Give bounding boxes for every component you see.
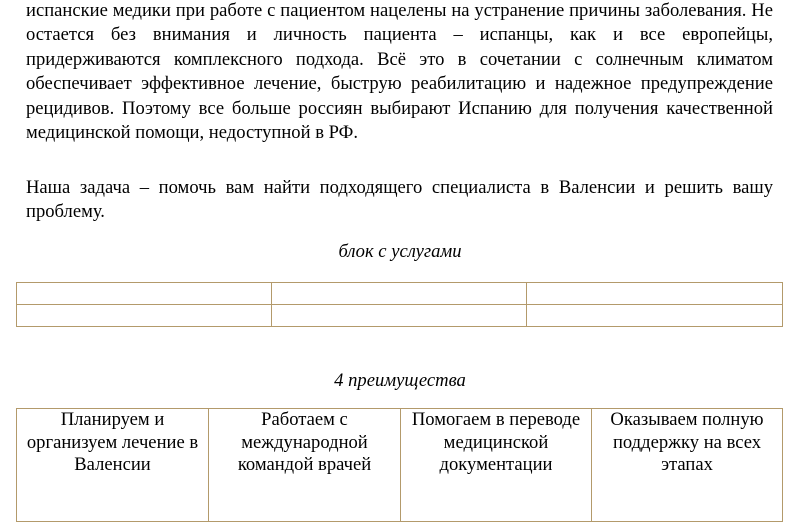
services-table-cell — [17, 283, 272, 305]
body-paragraph-2: Наша задача – помочь вам найти подходящего специалиста в Валенсии и решить вашу проблему. — [26, 177, 773, 223]
advantages-table — [16, 408, 783, 522]
advantage-cell-planning: Планируем и организуем лечение в Валенсии — [17, 409, 209, 522]
services-table-row-1 — [17, 283, 783, 305]
services-table-cell — [17, 305, 272, 327]
services-table-cell — [272, 283, 527, 305]
advantage-cell-translation: Помогаем в переводе медицинской документации — [401, 409, 592, 522]
advantages-table-row — [17, 409, 783, 522]
services-table-row-2 — [17, 305, 783, 327]
services-table-cell — [527, 305, 783, 327]
advantage-cell-doctors: Работаем с международной командой врачей — [209, 409, 401, 522]
services-table-cell — [272, 305, 527, 327]
services-table-cell — [527, 283, 783, 305]
services-table — [16, 282, 783, 327]
services-block-caption: блок с услугами — [338, 241, 462, 262]
body-paragraph-1: испанские медики при работе с пациентом нацелены на устранение причины заболевания. Не остается без внимания и личность пациента – испанцы, как и все европейцы, придерживаются комплексного подхода. Всё это в сочетании с солнечным климатом обеспечивает эффективное лечение, быструю реабилитацию и надежное предупреждение рецидивов. Поэтому все больше россиян выбирают Испанию для получения качественной медицинской помощи, недоступной в РФ. — [26, 0, 773, 144]
advantage-cell-support: Оказываем полную поддержку на всех этапах — [592, 409, 783, 522]
advantages-block-caption: 4 преимущества — [334, 370, 466, 391]
